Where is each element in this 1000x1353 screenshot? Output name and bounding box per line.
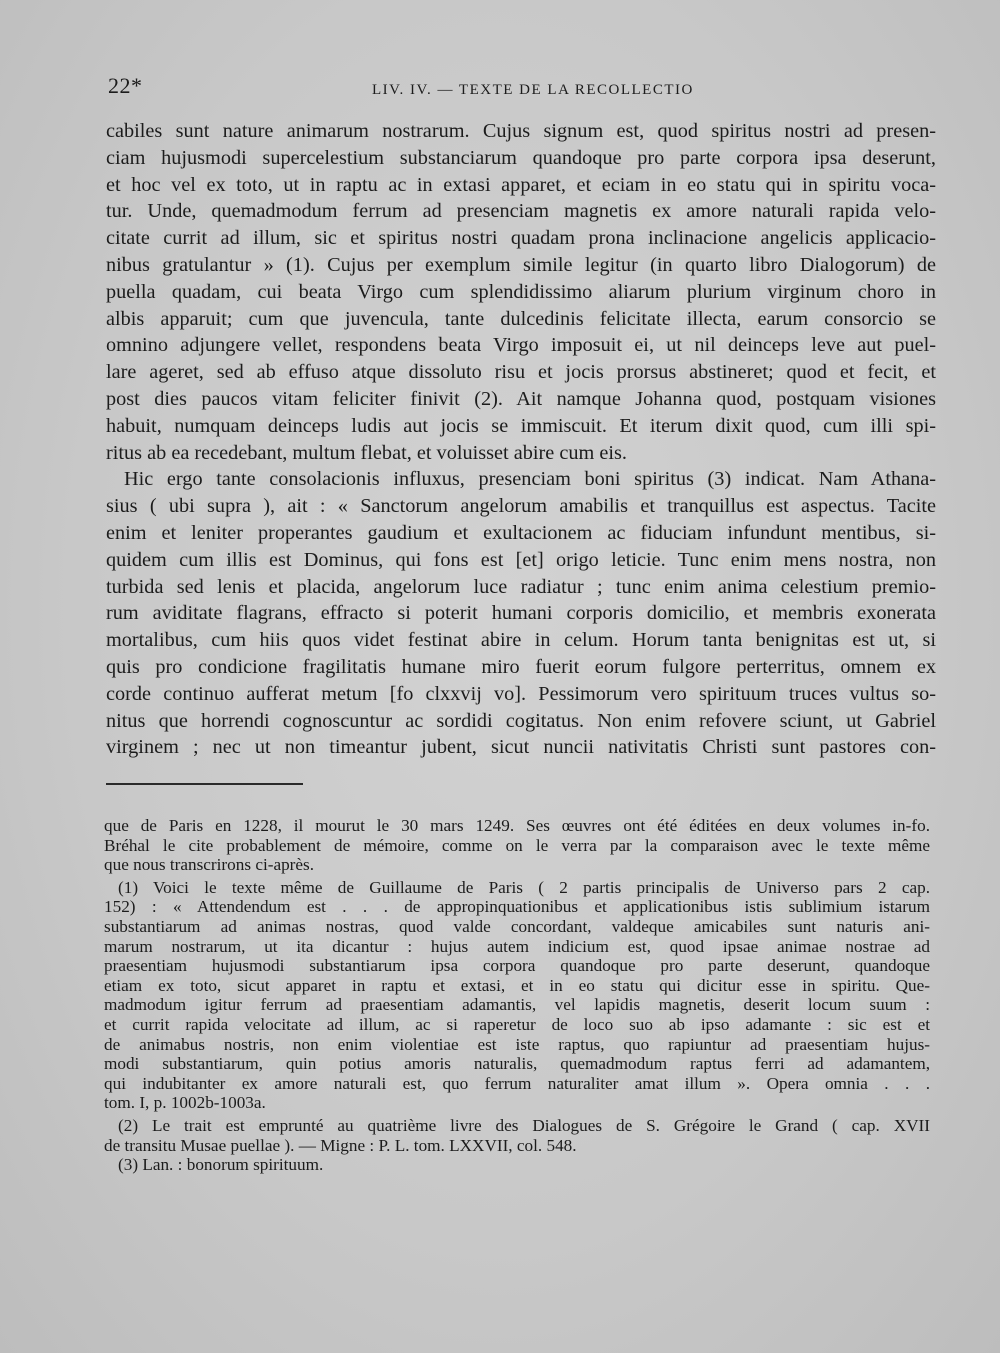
text-line: albis apparuit; cum que juvencula, tante dulcedinis felicitate illecta, earum consorcio se	[106, 307, 936, 330]
footnote-line: Bréhal le cite probablement de mémoire, comme on le verra par la comparaison avec le texte même	[104, 835, 930, 855]
text-line: Hic ergo tante consolacionis influxus, presenciam boni spiritus (3) indicat. Nam Athana-	[124, 468, 936, 491]
text-line: quis pro condicione fragilitatis humane miro fuerit eorum fulgore perterritus, omnem ex	[106, 655, 936, 678]
footnote-line: que de Paris en 1228, il mourut le 30 mars 1249. Ses œuvres ont été éditées en deux volumes in-fo.	[104, 816, 930, 835]
footnote-separator	[106, 783, 303, 785]
text-line: turbida sed lenis et placida, angelorum luce radiatur ; tunc enim anima celestium premio-	[106, 575, 936, 598]
text-line: nibus gratulantur » (1). Cujus per exemplum simile legitur (in quarto libro Dialogorum) de	[106, 253, 936, 276]
footnote-line: tom. I, p. 1002b-1003a.	[104, 1093, 266, 1113]
footnote-line: modi substantiarum, quin potius amoris naturalis, quemadmodum raptus ferri ad adamantem,	[104, 1054, 930, 1074]
footnote-line: marum nostrarum, ut ita dicantur : hujus autem indicium est, quod ipsae animae nostrae ad	[104, 936, 930, 956]
text-line: cabiles sunt nature animarum nostrarum. Cujus signum est, quod spiritus nostri ad presen-	[106, 120, 936, 142]
text-line: post dies paucos vitam feliciter finivit (2). Ait namque Johanna quod, postquam visiones	[106, 387, 936, 410]
text-line: habuit, numquam deinceps ludis aut jocis se immiscuit. Et iterum dixit quod, cum illi spi-	[106, 414, 936, 437]
footnote-line: substantiarum ad animas nostras, quod valde concordant, valdeque amicabiles sunt naturis ani-	[104, 916, 930, 936]
footnote-line: praesentiam hujusmodi substantiarum ipsa corpora quandoque pro parte deserunt, quandoque	[104, 956, 930, 976]
text-line: mortalibus, cum hiis quos videt festinat abire in celum. Horum tanta benignitas est ut, si	[106, 629, 936, 652]
footnote-line: etiam ex toto, sicut apparet in raptu et extasi, et in eo statu qui dicitur esse in spiritu. Que-	[104, 975, 930, 995]
footnote-line: que nous transcrirons ci-après.	[104, 855, 315, 875]
footnote-line: de animabus nostris, non enim violentiae est iste raptus, quo rapiuntur ad praesentiam hujus-	[104, 1034, 930, 1054]
footnote-line: 152) : « Attendendum est . . . de appropinquationibus et applicationibus istis sublimium istarum	[104, 897, 930, 917]
text-line: ritus ab ea recedebant, multum flebat, et voluisset abire cum eis.	[106, 441, 627, 464]
text-line: enim et leniter properantes gaudium et exultacionem ac fiduciam infundunt mentibus, si-	[106, 521, 936, 544]
text-line: sius ( ubi supra ), ait : « Sanctorum angelorum amabilis et tranquillus est aspectus. Tacite	[106, 495, 936, 518]
text-line: nitus que horrendi cognoscuntur ac sordidi cogitatus. Non enim refovere sciunt, ut Gabriel	[106, 709, 936, 732]
text-line: tur. Unde, quemadmodum ferrum ad presenciam magnetis ex amore naturali rapida velo-	[106, 200, 936, 223]
text-line: et hoc vel ex toto, ut in raptu ac in extasi apparet, et eciam in eo statu qui in spiritu voca-	[106, 173, 936, 196]
page-number: 22*	[108, 73, 143, 98]
footnote-line: (1) Voici le texte même de Guillaume de Paris ( 2 partis principalis de Universo pars 2 cap.	[118, 877, 930, 897]
text-line: quidem cum illis est Dominus, qui fons est [et] origo leticie. Tunc enim mens nostra, non	[106, 548, 936, 571]
footnote-line: (3) Lan. : bonorum spirituum.	[118, 1155, 324, 1175]
text-line: virginem ; nec ut non timeantur jubent, sicut nuncii nativitatis Christi sunt pastores con-	[106, 736, 936, 759]
footnote-line: de transitu Musae puellae ). — Migne : P. L. tom. LXXVII, col. 548.	[104, 1135, 577, 1155]
text-line: citate currit ad illum, sic et spiritus nostri quadam prona inclinacione angelicis applicacio-	[106, 227, 936, 250]
footnote-line: qui indubitanter ex amore naturali est, quo ferrum naturaliter amat illum ». Opera omnia . . .	[104, 1073, 930, 1093]
footnote-line: (2) Le trait est emprunté au quatrième livre des Dialogues de S. Grégoire le Grand ( cap. XVII	[118, 1115, 930, 1135]
text-line: lare ageret, sed ab effuso atque dissoluto risu et jocis prorsus abstineret; quod et fecit, et	[106, 361, 936, 384]
footnote-line: et currit rapida velocitate ad illum, ac si raperetur de loco suo ab ipso adamante : sic est et	[104, 1014, 930, 1034]
footnote-line: madmodum igitur ferrum ad praesentiam adamantis, vel lapidis magnetis, deserit locum suum :	[104, 995, 930, 1015]
footnotes	[104, 816, 930, 1175]
text-line: corde continuo aufferat metum [fo clxxvij vo]. Pessimorum vero spirituum truces vultus so-	[106, 682, 936, 705]
text-line: rum aviditate flagrans, effracto si poterit humani corporis domicilio, et membris exonerata	[106, 602, 936, 625]
main-text	[106, 118, 936, 761]
text-line: ciam hujusmodi supercelestium substanciarum quandoque pro parte corpora ipsa deserunt,	[106, 146, 936, 169]
text-line: puella quadam, cui beata Virgo cum splendidissimo aliarum plurium virginum choro in	[106, 280, 936, 303]
text-line: omnino adjungere vellet, respondens beata Virgo imposuit ei, ut nil deinceps leve aut puel-	[106, 334, 936, 357]
running-head: LIV. IV. — TEXTE DE LA RECOLLECTIO	[372, 82, 694, 98]
